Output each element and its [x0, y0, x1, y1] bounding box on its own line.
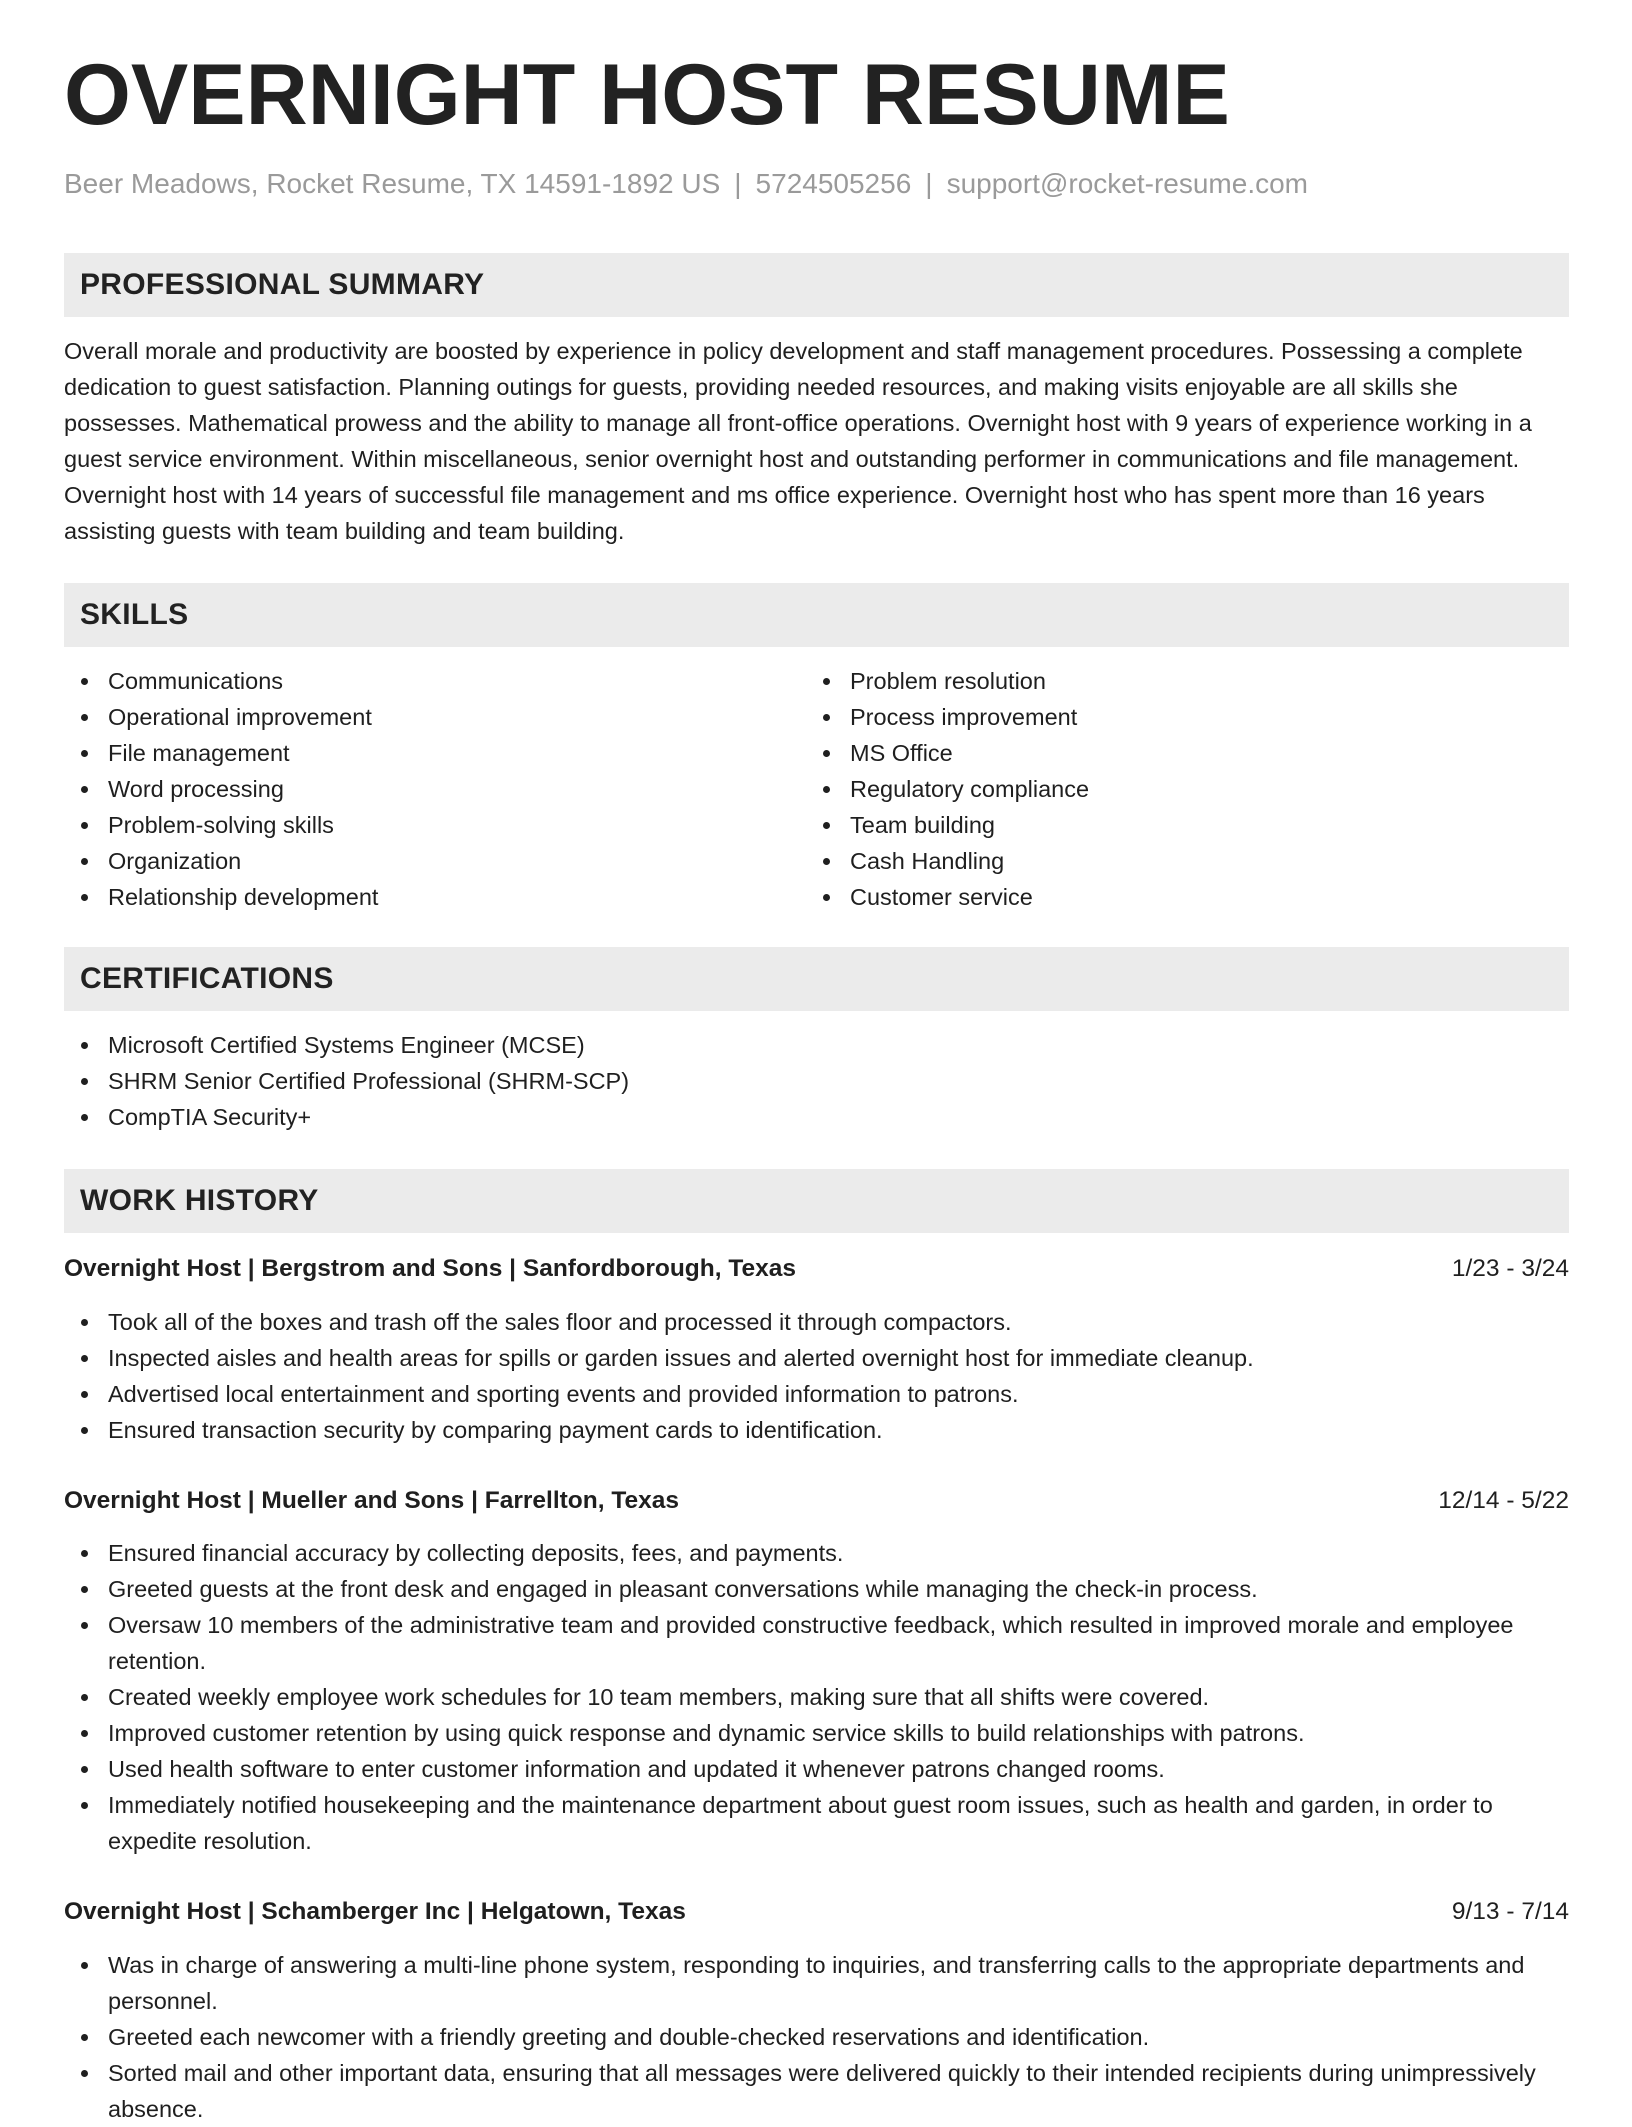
skill-item: MS Office: [850, 735, 1089, 771]
job-header: [64, 1251, 1569, 1287]
job-bullet: Sorted mail and other important data, ensuring that all messages were delivered quickly to their intended recipients during unimpressively absence.: [108, 2055, 1569, 2127]
contact-line: [64, 168, 1308, 200]
skill-item: Relationship development: [108, 879, 378, 915]
contact-phone: 5724505256: [755, 168, 912, 199]
skill-item: Regulatory compliance: [850, 771, 1089, 807]
job-bullet: Created weekly employee work schedules for 10 team members, making sure that all shifts were covered.: [108, 1679, 1569, 1715]
skill-item: Problem resolution: [850, 663, 1089, 699]
job-bullets: [64, 1947, 1569, 2127]
certification-item: CompTIA Security+: [108, 1099, 629, 1135]
skills-list-left: [64, 663, 378, 915]
summary-text: Overall morale and productivity are boosted by experience in policy development and staff management procedures. Possessing a complete dedication to guest satisfaction. Planning outings for guests, providing needed resources, and making visits enjoyable are all skills she possesses. Mathematical prowess and the ability to manage all front-office operations. Overnight host with 9 years of experience working in a guest service environment. Within miscellaneous, senior overnight host and outstanding performer in communications and file management. Overnight host with 14 years of successful file management and ms office experience. Overnight host who has spent more than 16 years assisting guests with team building and team building.: [64, 338, 1532, 544]
certification-item: SHRM Senior Certified Professional (SHRM-SCP): [108, 1063, 629, 1099]
work-history-heading: WORK HISTORY: [80, 1184, 319, 1217]
skill-item: File management: [108, 735, 378, 771]
job-title: Overnight Host | Schamberger Inc | Helgatown, Texas: [64, 1898, 686, 1925]
summary-section-header: [64, 253, 1569, 317]
skill-item: Problem-solving skills: [108, 807, 378, 843]
skills-list-right: [806, 663, 1089, 915]
skill-item: Operational improvement: [108, 699, 378, 735]
skill-item: Process improvement: [850, 699, 1089, 735]
job-bullet: Immediately notified housekeeping and the maintenance department about guest room issues, such as health and garden, in order to expedite resolution.: [108, 1787, 1569, 1859]
job-bullet: Advertised local entertainment and sporting events and provided information to patrons.: [108, 1376, 1569, 1412]
job-bullet: Was in charge of answering a multi-line phone system, responding to inquiries, and transferring calls to the appropriate departments and personnel.: [108, 1947, 1569, 2019]
job-dates: 9/13 - 7/14: [1451, 1898, 1569, 1925]
certifications-heading: CERTIFICATIONS: [80, 962, 334, 995]
job-dates: 1/23 - 3/24: [1451, 1255, 1569, 1282]
skills-heading: SKILLS: [80, 598, 189, 631]
job-bullet: Ensured financial accuracy by collecting deposits, fees, and payments.: [108, 1535, 1569, 1571]
work-history-section-header: [64, 1169, 1569, 1233]
job-title: Overnight Host | Bergstrom and Sons | Sanfordborough, Texas: [64, 1255, 796, 1282]
job-bullet: Inspected aisles and health areas for spills or garden issues and alerted overnight host for immediate cleanup.: [108, 1340, 1569, 1376]
contact-email: support@rocket-resume.com: [946, 168, 1308, 199]
certifications-section-header: [64, 947, 1569, 1011]
job-bullets: [64, 1535, 1569, 1859]
job-header: [64, 1483, 1569, 1519]
job-bullet: Oversaw 10 members of the administrative team and provided constructive feedback, which resulted in improved morale and employee retention.: [108, 1607, 1569, 1679]
job-title: Overnight Host | Mueller and Sons | Farrellton, Texas: [64, 1487, 679, 1514]
job-bullet: Took all of the boxes and trash off the sales floor and processed it through compactors.: [108, 1304, 1569, 1340]
skill-item: Word processing: [108, 771, 378, 807]
certifications-list: [64, 1027, 629, 1135]
job-bullet: Greeted guests at the front desk and engaged in pleasant conversations while managing the check-in process.: [108, 1571, 1569, 1607]
skill-item: Team building: [850, 807, 1089, 843]
job-bullet: Used health software to enter customer information and updated it whenever patrons changed rooms.: [108, 1751, 1569, 1787]
certification-item: Microsoft Certified Systems Engineer (MCSE): [108, 1027, 629, 1063]
job-header: [64, 1894, 1569, 1930]
job-bullets: [64, 1304, 1569, 1448]
job-bullet: Ensured transaction security by comparing payment cards to identification.: [108, 1412, 1569, 1448]
summary-heading: PROFESSIONAL SUMMARY: [80, 268, 485, 301]
skill-item: Cash Handling: [850, 843, 1089, 879]
job-bullet: Greeted each newcomer with a friendly greeting and double-checked reservations and identification.: [108, 2019, 1569, 2055]
skill-item: Communications: [108, 663, 378, 699]
contact-separator: |: [734, 168, 742, 199]
job-bullet: Improved customer retention by using quick response and dynamic service skills to build relationships with patrons.: [108, 1715, 1569, 1751]
skill-item: Customer service: [850, 879, 1089, 915]
skills-section-header: [64, 583, 1569, 647]
skill-item: Organization: [108, 843, 378, 879]
contact-address: Beer Meadows, Rocket Resume, TX 14591-1892 US: [64, 168, 721, 199]
job-dates: 12/14 - 5/22: [1438, 1487, 1569, 1514]
contact-separator: |: [925, 168, 933, 199]
resume-title: OVERNIGHT HOST RESUME: [64, 47, 1230, 143]
